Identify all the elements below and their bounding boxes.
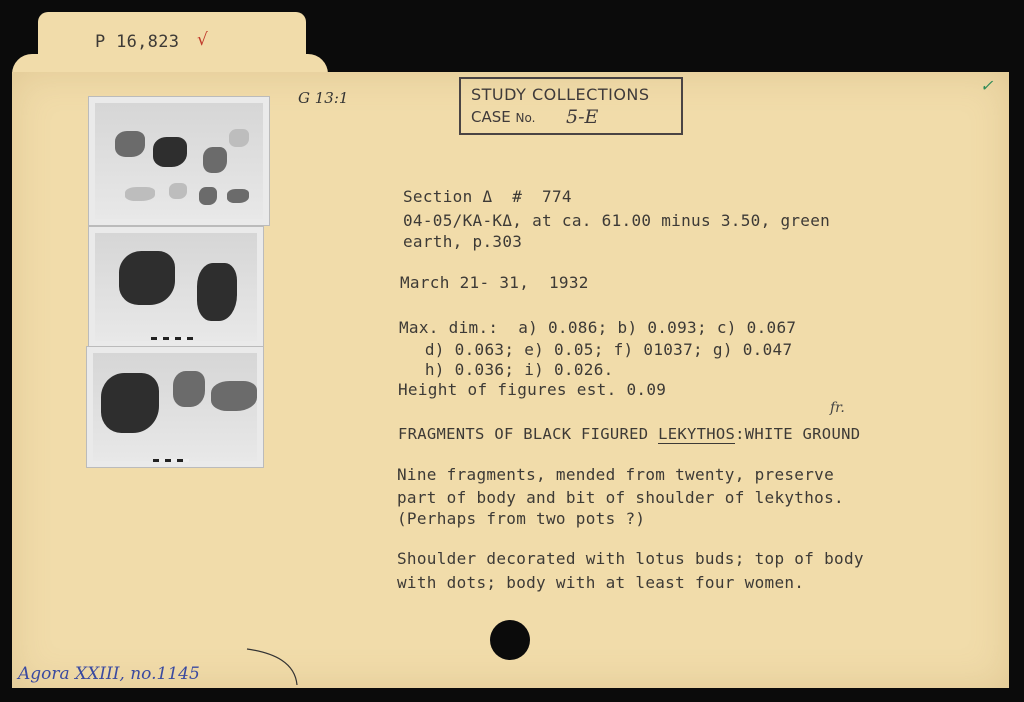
pencil-stroke (245, 645, 305, 690)
dimensions-line-1: Max. dim.: a) 0.086; b) 0.093; c) 0.067 (399, 318, 797, 337)
location-line-2: earth, p.303 (403, 232, 523, 251)
photo-fragments-2 (88, 226, 264, 348)
stamp-title: STUDY COLLECTIONS (471, 85, 650, 104)
stamp-case-label: CASE No. (471, 108, 536, 126)
title-annotation: fr. (830, 400, 845, 416)
study-collections-stamp (459, 77, 683, 135)
corner-check: ✓ (980, 76, 994, 95)
punch-hole (490, 620, 530, 660)
photo-fragments-1 (88, 96, 270, 226)
publication-reference: Agora XXIII, no.1145 (18, 664, 200, 684)
date-line: March 21- 31, 1932 (400, 273, 589, 292)
description-line-1: Nine fragments, mended from twenty, preserve (397, 465, 835, 484)
object-title: FRAGMENTS OF BLACK FIGURED LEKYTHOS:WHITE GROUND (398, 425, 861, 443)
decoration-line-2: with dots; body with at least four women. (397, 573, 805, 592)
dimensions-line-2: d) 0.063; e) 0.05; f) 01037; g) 0.047 (405, 340, 793, 359)
height-line: Height of figures est. 0.09 (398, 380, 667, 399)
photo-ref: G 13:1 (298, 89, 349, 107)
description-line-2: part of body and bit of shoulder of lekythos. (397, 488, 844, 507)
catalog-number: P 16,823 (95, 32, 180, 52)
dimensions-line-3: h) 0.036; i) 0.026. (405, 360, 614, 379)
location-line-1: 04-05/KA-KΔ, at ca. 61.00 minus 3.50, green (403, 211, 831, 230)
description-line-3: (Perhaps from two pots ?) (397, 509, 646, 528)
catalog-check: √ (197, 30, 208, 50)
stamp-case-value: 5-E (566, 106, 599, 128)
title-underlined-word: LEKYTHOS (658, 425, 736, 443)
decoration-line-1: Shoulder decorated with lotus buds; top of body (397, 549, 864, 568)
section-line: Section Δ # 774 (403, 187, 572, 206)
photo-fragments-3 (86, 346, 264, 468)
